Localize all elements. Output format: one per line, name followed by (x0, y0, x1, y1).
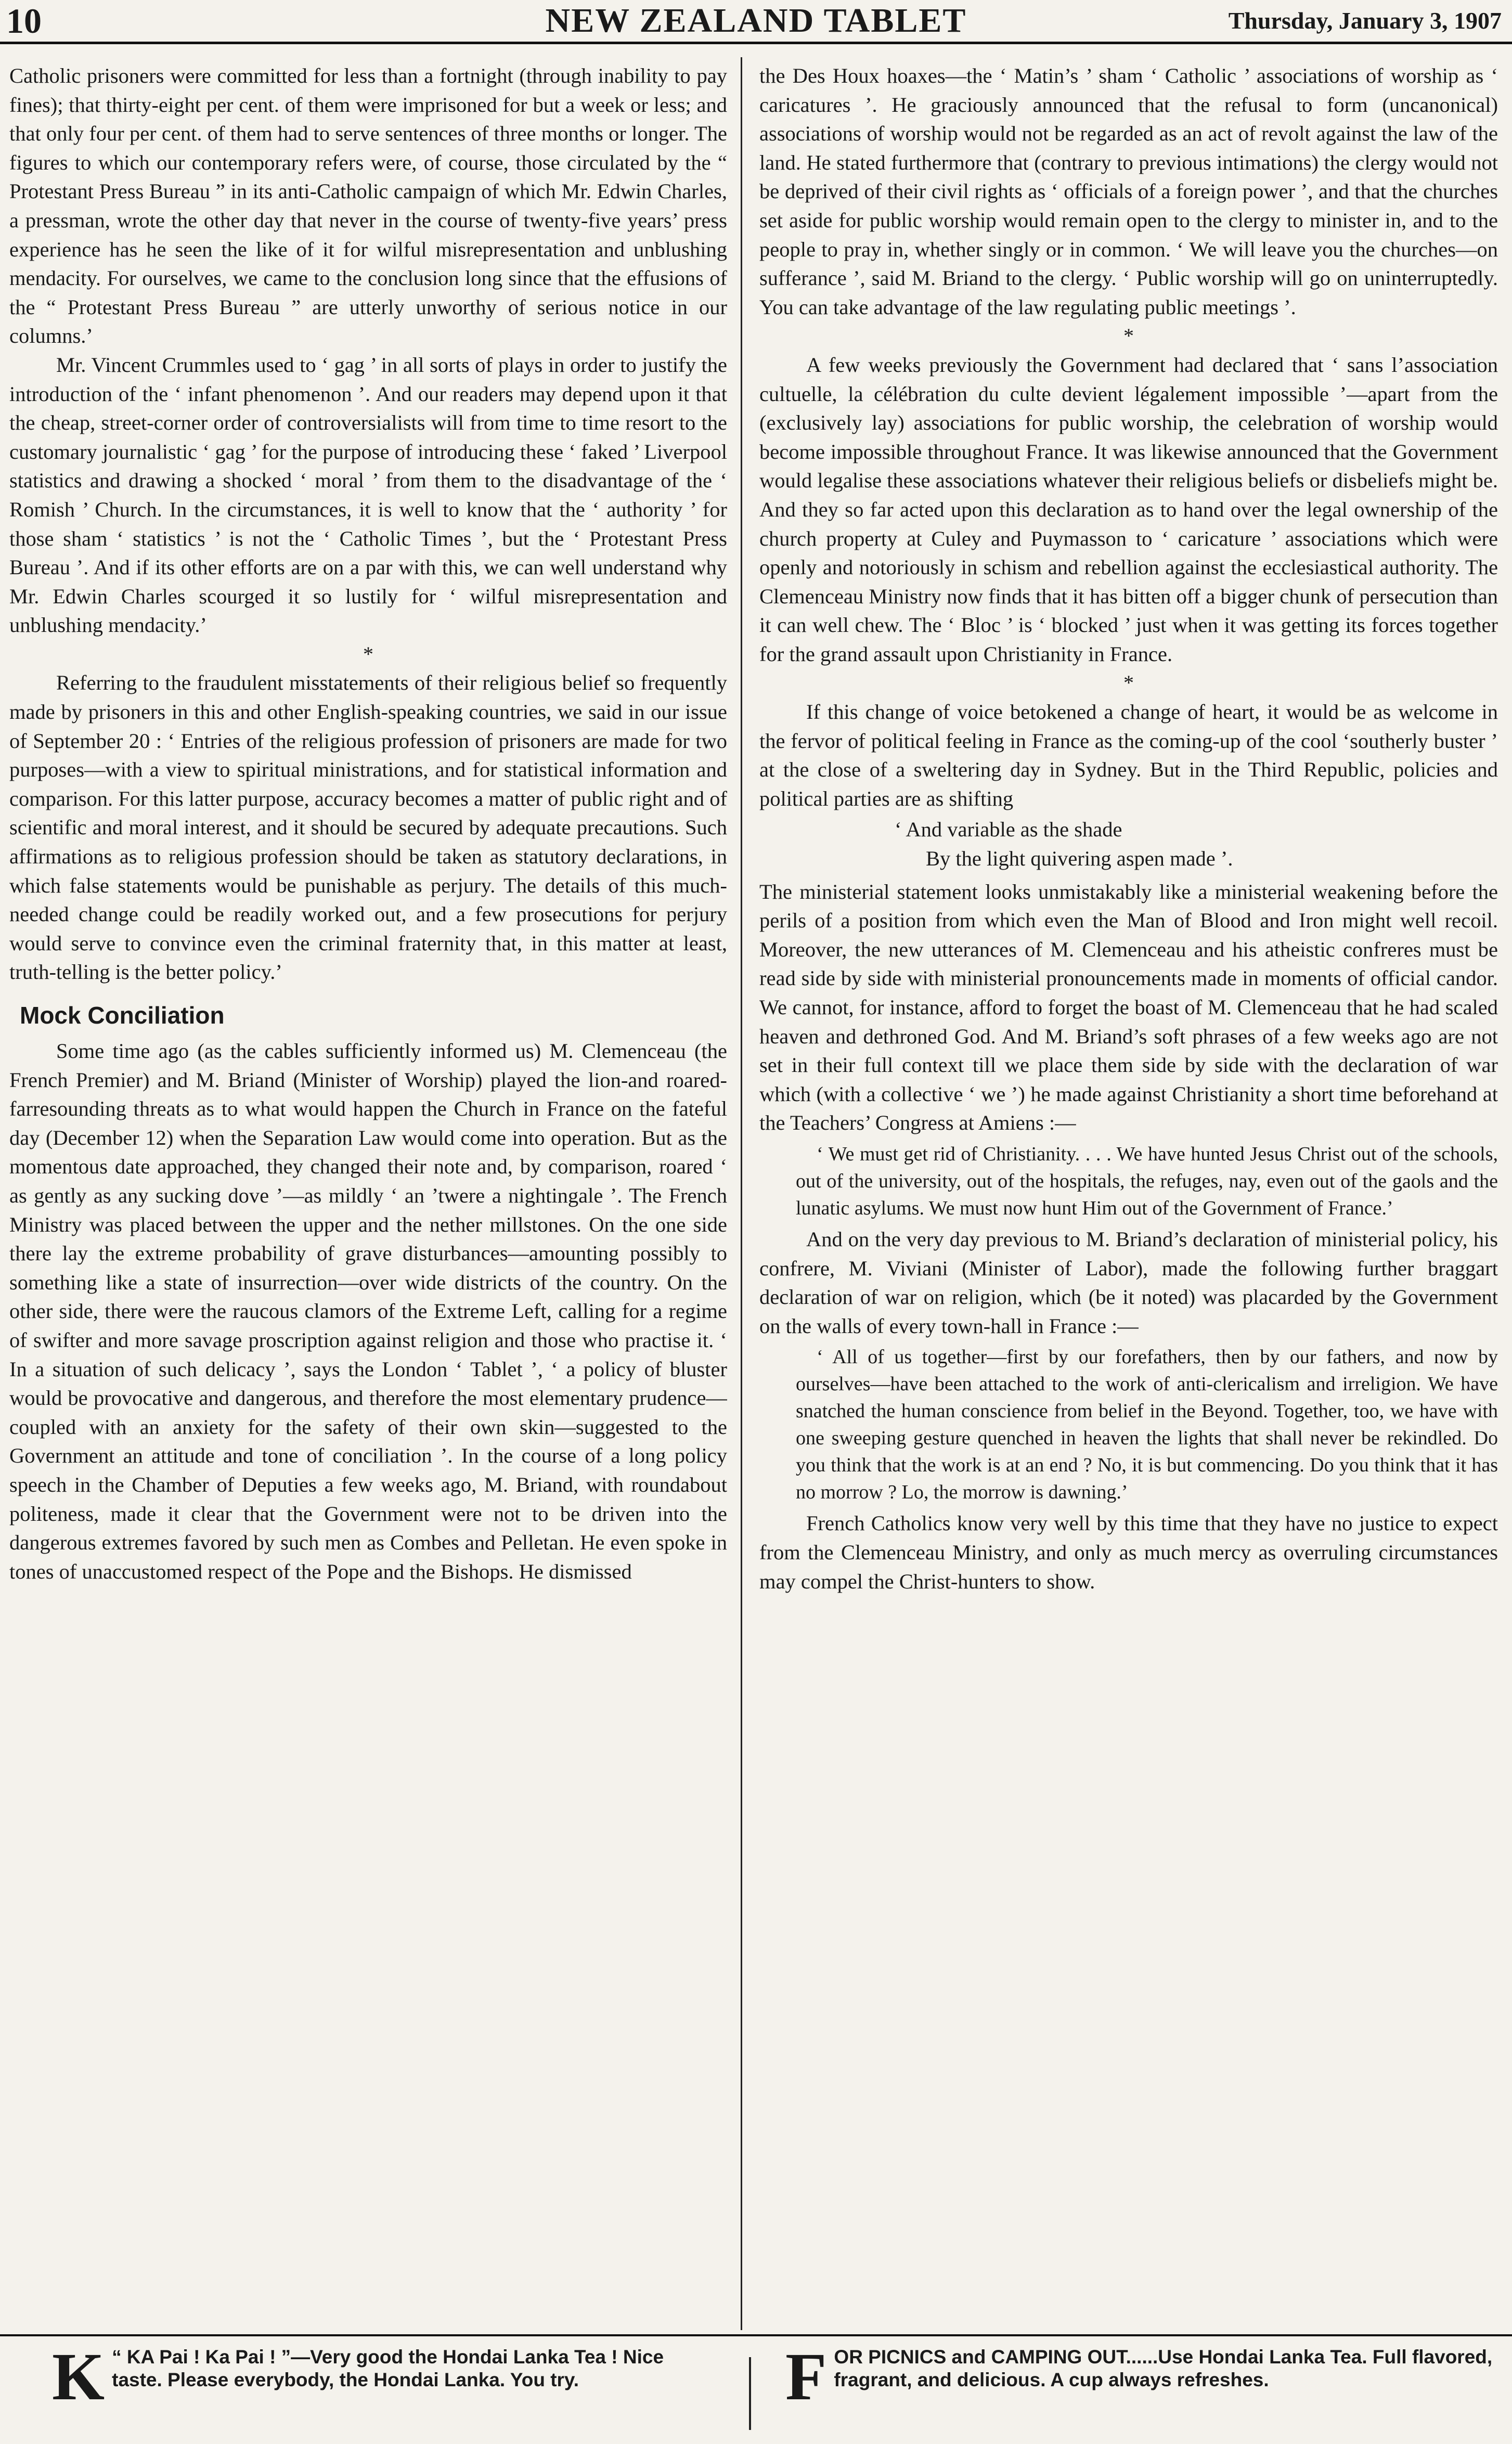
advertisement-right (785, 2339, 1493, 2414)
section-separator: * (1123, 671, 1134, 695)
advertisement-right-text: OR PICNICS and CAMPING OUT......Use Hondai Lanka Tea. Full flavored, fragrant, and delicious. A cup always refreshes. (834, 2346, 1493, 2390)
block-quote-1 (796, 1141, 1498, 1222)
issue-date: Thursday, January 3, 1907 (1228, 7, 1502, 34)
advertisement-footer (0, 2334, 1512, 2444)
left-paragraph-1: Catholic prisoners were committed for less than a fortnight (through inability to pay fines); that thirty-eight per cent. of them were imprisoned for but a week or less; and that only four per cent. of them had to serve sentences of three months or longer. The figures to which our contemporary refers were, of course, those circulated by the “ Protestant Press Bureau ” in its anti-Catholic campaign of which Mr. Edwin Charles, a pressman, wrote the other day that never in the course of twenty-five years’ press experience has he seen the like of it for wilful misrepresentation and unblushing mendacity. For ourselves, we came to the conclusion long since that the effusions of the “ Protestant Press Bureau ” are utterly unworthy of serious notice in our columns.’ (9, 64, 727, 348)
block-quote-2 (796, 1343, 1498, 1506)
page-number: 10 (6, 1, 42, 41)
section-heading: Mock Conciliation (20, 1002, 225, 1029)
column-divider (741, 57, 742, 2330)
advertisement-left-text: “ KA Pai ! Ka Pai ! ”—Very good the Hondai Lanka Tea ! Nice taste. Please everybody, the Hondai Lanka. You try. (112, 2346, 664, 2390)
masthead-title: NEW ZEALAND TABLET (545, 2, 967, 40)
footer-divider (749, 2357, 751, 2430)
section-separator: * (363, 642, 373, 666)
right-paragraph-6: French Catholics know very well by this time that they have no justice to expect from the Clemenceau Ministry, and only as much mercy as overruling circumstances may compel the Christ-hunters to show. (759, 1511, 1498, 1593)
right-paragraph-2: A few weeks previously the Government had declared that ‘ sans l’association cultuelle, la célébration du culte devient légalement impossible ’—apart from the (exclusively lay) associations for public worship, the celebration of worship would become impossible throughout France. It was likewise announced that the Government would legalise these associations whatever their religious beliefs or disbeliefs might be. And they so far acted upon this declaration as to hand over the legal ownership of the church property at Culey and Puymasson to ‘ caricature ’ associations which were openly and notoriously in schism and rebellion against the ecclesiastical authority. The Clemenceau Ministry now finds that it has bitten off a bigger chunk of persecution than it can well chew. The ‘ Bloc ’ is ‘ blocked ’ just when it was getting its forces together for the grand assault upon Christianity in France. (759, 353, 1498, 666)
right-paragraph-3: If this change of voice betokened a change of heart, it would be as welcome in the fervor of political feeling in France as the coming-up of the cool ‘southerly buster ’ at the close of a sweltering day in Sydney. But in the Third Republic, policies and political parties are as shifting (759, 700, 1498, 810)
page-header (0, 0, 1512, 44)
verse-line-1: ‘ And variable as the shade (895, 818, 1122, 842)
left-column (9, 61, 727, 2329)
left-paragraph-4: Some time ago (as the cables sufficiently informed us) M. Clemenceau (the French Premier) and M. Briand (Minister of Worship) played the lion-and roared-farresounding threats as to what would happen the Church in France on the fateful day (December 12) when the Separation Law would come into operation. But as the momentous date approached, they changed their note and, by comparison, roared ‘ as gently as any sucking dove ’—as mildly ‘ an ’twere a nightingale ’. The French Ministry was placed between the upper and the nether millstones. On the one side there lay the extreme probability of grave disturbances—amounting possibly to something like a state of insurrection—over wide districts of the country. On the other side, there were the raucous clamors of the Extreme Left, calling for a regime of swifter and more savage proscription against religion and those who practise it. ‘ In a situation of such delicacy ’, says the London ‘ Tablet ’, ‘ a policy of bluster would be provocative and dangerous, and therefore the most elementary prudence—coupled with an anxiety for the safety of their own skin—suggested to the Government an attitude and tone of conciliation ’. In the course of a long policy speech in the Chamber of Deputies a few weeks ago, M. Briand, with roundabout politeness, made it clear that the Government were not to be driven into the dangerous extremes favored by such men as Combes and Pelletan. He even spoke in tones of unaccustomed respect of the Pope and the Bishops. He dismissed (9, 1039, 727, 1583)
right-column (759, 61, 1498, 2329)
right-paragraph-5: And on the very day previous to M. Briand’s declaration of ministerial policy, his confrere, M. Viviani (Minister of Labor), made the following further braggart declaration of war on religion, which (be it noted) was placarded by the Government on the walls of every town-hall in France :— (759, 1227, 1498, 1338)
block-quote-2-text: ‘ All of us together—first by our forefathers, then by our fathers, and now by ourselves—have been attached to the work of anti-clericalism and irreligion. We have snatched the human conscience from belief in the Beyond. Together, too, we have with one sweeping gesture quenched in heaven the lights that shall never be rekindled. Do you think that the work is at an end ? No, it is but commencing. Do you think that it has no morrow ? Lo, the morrow is dawning.’ (796, 1346, 1498, 1504)
drop-cap-f: F (785, 2339, 827, 2414)
advertisement-left (52, 2339, 718, 2414)
right-paragraph-1: the Des Houx hoaxes—the ‘ Matin’s ’ sham ‘ Catholic ’ associations of worship as ‘ caricatures ’. He graciously announced that the refusal to form (uncanonical) associations of worship would not be regarded as an act of revolt against the law of the land. He stated furthermore that (contrary to previous intimations) the clergy would not be deprived of their civil rights as ‘ officials of a foreign power ’, and that the churches set aside for public worship would remain open to the clergy to minister in, and to the people to pray in, whether singly or in common. ‘ We will leave you the churches—on sufferance ’, said M. Briand to the clergy. ‘ Public worship will go on uninterruptedly. You can take advantage of the law regulating public meetings ’. (759, 64, 1498, 319)
drop-cap-k: K (52, 2339, 105, 2414)
right-paragraph-4: The ministerial statement looks unmistakably like a ministerial weakening before the perils of a position from which even the Man of Blood and Iron might well recoil. Moreover, the new utterances of M. Clemenceau and his atheistic confreres must be read side by side with ministerial pronouncements made in moments of official candor. We cannot, for instance, afford to forget the boast of M. Clemenceau that he had scaled heaven and dethroned God. And M. Briand’s soft phrases of a few weeks ago are not set in their full context till we place them side by side with the declaration of war which (with a collective ‘ we ’) he made against Christianity a short time beforehand at the Teachers’ Congress at Amiens :— (759, 880, 1498, 1135)
verse-quote (759, 815, 1498, 873)
section-separator: * (1123, 324, 1134, 348)
left-paragraph-3: Referring to the fraudulent misstatements of their religious belief so frequently made by prisoners in this and other English-speaking countries, we said in our issue of September 20 : ‘ Entries of the religious profession of prisoners are made for two purposes—with a view to spiritual ministrations, and for statistical information and comparison. For this latter purpose, accuracy becomes a matter of public right and of scientific and moral interest, and it should be secured by adequate precautions. Such affirmations as to religious profession should be taken as statutory declarations, in which false statements would be punishable as perjury. The details of this much-needed change could be readily worked out, and a few prosecutions for perjury would serve to convince even the criminal fraternity that, in this matter at least, truth-telling is the better policy.’ (9, 671, 727, 984)
block-quote-1-text: ‘ We must get rid of Christianity. . . . We have hunted Jesus Christ out of the schools, out of the university, out of the hospitals, the refuges, nay, even out of the gaols and the lunatic asylums. We must now hunt Him out of the Government of France.’ (796, 1143, 1498, 1219)
left-paragraph-2: Mr. Vincent Crummles used to ‘ gag ’ in all sorts of plays in order to justify the introduction of the ‘ infant phenomenon ’. And our readers may depend upon it that the cheap, street-corner order of controversialists will from time to time resort to the customary journalistic ‘ gag ’ for the purpose of introducing these ‘ faked ’ Liverpool statistics and drawing a shocked ‘ moral ’ from them to the disadvantage of the ‘ Romish ’ Church. In the circumstances, it is well to know that the ‘ authority ’ for those sham ‘ statistics ’ is not the ‘ Catholic Times ’, but the ‘ Protestant Press Bureau ’. And if its other efforts are on a par with this, we can well understand why Mr. Edwin Charles scourged it so lustily for ‘ wilful misrepresentation and unblushing mendacity.’ (9, 353, 727, 637)
verse-line-2: By the light quivering aspen made ’. (926, 847, 1233, 871)
